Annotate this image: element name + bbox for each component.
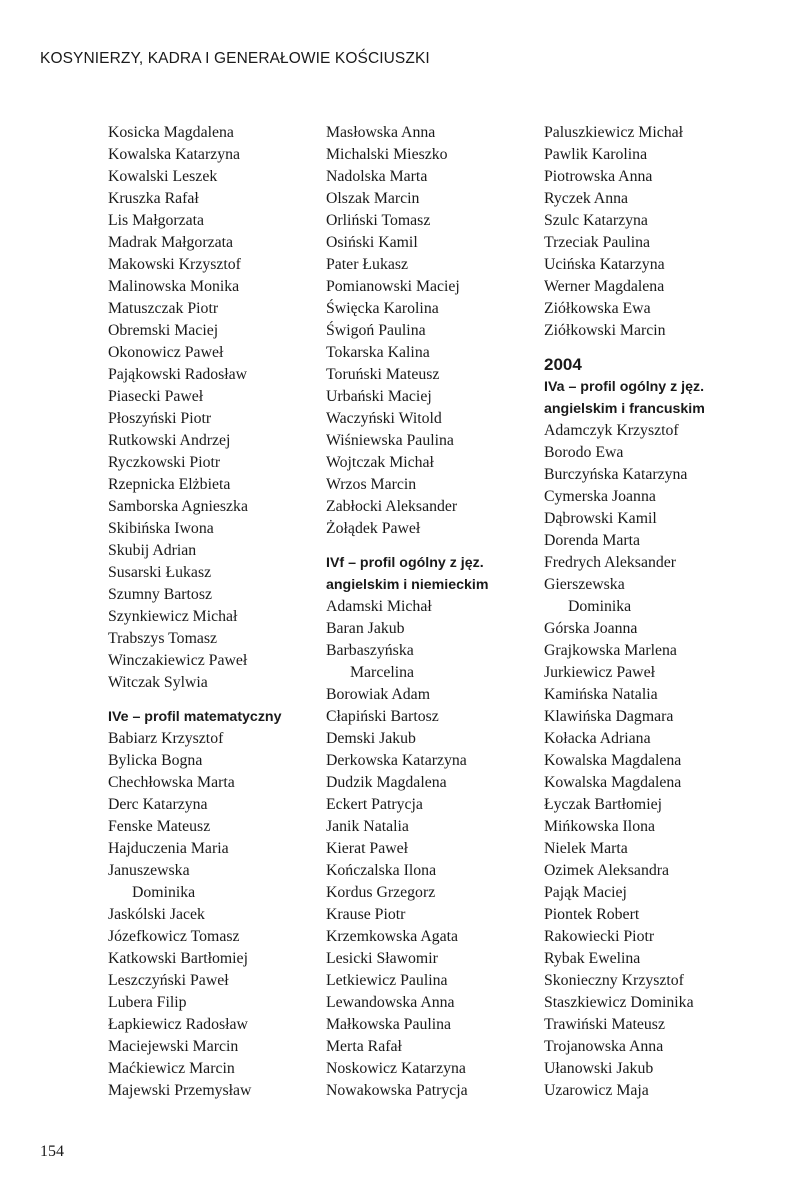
name-column-1 — [108, 122, 358, 1102]
student-name: Matuszczak Piotr — [108, 300, 219, 317]
student-name: Kowalska Magdalena — [544, 774, 682, 791]
student-name: Grajkowska Marlena — [544, 642, 677, 659]
class-heading: IVe – profil matematyczny — [108, 709, 282, 725]
student-name: Klawińska Dagmara — [544, 708, 674, 725]
student-name: Kamińska Natalia — [544, 686, 658, 703]
student-name: Wojtczak Michał — [326, 454, 434, 471]
student-name: Piotrowska Anna — [544, 168, 653, 185]
student-name: Świgoń Paulina — [326, 322, 426, 339]
student-name: Olszak Marcin — [326, 190, 420, 207]
student-name: Toruński Mateusz — [326, 366, 440, 383]
student-name: Janik Natalia — [326, 818, 409, 835]
student-name: Rzepnicka Elżbieta — [108, 476, 231, 493]
student-name: Ziółkowska Ewa — [544, 300, 651, 317]
running-header-title: KOSYNIERZY, KADRA I GENERAŁOWIE KOŚCIUSZKI — [40, 50, 430, 67]
year-heading: 2004 — [544, 355, 582, 374]
student-name: Fredrych Aleksander — [544, 554, 677, 571]
student-name: Trawiński Mateusz — [544, 1016, 665, 1033]
student-name: Wiśniewska Paulina — [326, 432, 454, 449]
student-name: Adamski Michał — [326, 598, 432, 615]
student-name: Obremski Maciej — [108, 322, 219, 339]
student-name: Józefkowicz Tomasz — [108, 928, 240, 945]
student-name: Ucińska Katarzyna — [544, 256, 665, 273]
student-name: Nadolska Marta — [326, 168, 428, 185]
student-name: Nielek Marta — [544, 840, 628, 857]
student-name: Ziółkowski Marcin — [544, 322, 666, 339]
student-name: Kołacka Adriana — [544, 730, 651, 747]
student-name: Rakowiecki Piotr — [544, 928, 655, 945]
student-name: Pater Łukasz — [326, 256, 409, 273]
student-name: Winczakiewicz Paweł — [108, 652, 248, 669]
student-name: Derc Katarzyna — [108, 796, 208, 813]
student-name: Makowski Krzysztof — [108, 256, 241, 273]
student-name: Szynkiewicz Michał — [108, 608, 238, 625]
name-column-2 — [326, 122, 576, 1102]
student-name: Krause Piotr — [326, 906, 406, 923]
student-name: Skonieczny Krzysztof — [544, 972, 684, 989]
student-name: Łyczak Bartłomiej — [544, 796, 662, 813]
student-name: Pawlik Karolina — [544, 146, 648, 163]
student-name: Skubij Adrian — [108, 542, 197, 559]
section-spacer — [326, 540, 576, 552]
student-name: Okonowicz Paweł — [108, 344, 224, 361]
student-name: Kordus Grzegorz — [326, 884, 436, 901]
student-name: Jaskólski Jacek — [108, 906, 205, 923]
student-name: Kruszka Rafał — [108, 190, 199, 207]
student-name: Majewski Przemysław — [108, 1082, 252, 1099]
student-name: Osiński Kamil — [326, 234, 418, 251]
student-name: Staszkiewicz Dominika — [544, 994, 694, 1011]
student-name: Trabszys Tomasz — [108, 630, 218, 647]
student-name: Burczyńska Katarzyna — [544, 466, 688, 483]
student-name: Małkowska Paulina — [326, 1016, 452, 1033]
name-continuation: Marcelina — [350, 664, 415, 681]
student-name: Kierat Paweł — [326, 840, 409, 857]
student-name: Ułanowski Jakub — [544, 1060, 654, 1077]
student-name: Leszczyński Paweł — [108, 972, 229, 989]
student-name: Uzarowicz Maja — [544, 1082, 649, 1099]
student-name: Mińkowska Ilona — [544, 818, 656, 835]
student-name: Hajduczenia Maria — [108, 840, 229, 857]
student-name: Adamczyk Krzysztof — [544, 422, 679, 439]
student-name: Ryczek Anna — [544, 190, 629, 207]
student-name: Noskowicz Katarzyna — [326, 1060, 466, 1077]
name-continuation: Dominika — [132, 884, 196, 901]
student-name: Barbaszyńska — [326, 642, 414, 659]
student-name: Chechłowska Marta — [108, 774, 235, 791]
student-name: Górska Joanna — [544, 620, 638, 637]
student-name: Trzeciak Paulina — [544, 234, 651, 251]
section-spacer — [544, 342, 794, 354]
student-name: Krzemkowska Agata — [326, 928, 459, 945]
student-name: Pająk Maciej — [544, 884, 627, 901]
student-name: Maciejewski Marcin — [108, 1038, 239, 1055]
student-name: Waczyński Witold — [326, 410, 442, 427]
student-name: Święcka Karolina — [326, 300, 439, 317]
student-name: Susarski Łukasz — [108, 564, 212, 581]
student-name: Michalski Mieszko — [326, 146, 448, 163]
student-name: Szulc Katarzyna — [544, 212, 648, 229]
student-name: Cłapiński Bartosz — [326, 708, 439, 725]
student-name: Kowalska Katarzyna — [108, 146, 241, 163]
student-name: Letkiewicz Paulina — [326, 972, 448, 989]
student-name: Kosicka Magdalena — [108, 124, 234, 141]
student-name: Jurkiewicz Paweł — [544, 664, 655, 681]
student-name: Samborska Agnieszka — [108, 498, 248, 515]
student-name: Demski Jakub — [326, 730, 416, 747]
student-name: Rutkowski Andrzej — [108, 432, 231, 449]
student-name: Eckert Patrycja — [326, 796, 423, 813]
student-name: Fenske Mateusz — [108, 818, 211, 835]
student-name: Merta Rafał — [326, 1038, 402, 1055]
student-name: Piontek Robert — [544, 906, 640, 923]
class-heading: angielskim i niemieckim — [326, 577, 489, 593]
student-name: Madrak Małgorzata — [108, 234, 234, 251]
student-name: Ryczkowski Piotr — [108, 454, 221, 471]
student-name: Baran Jakub — [326, 620, 405, 637]
student-name: Borowiak Adam — [326, 686, 430, 703]
student-name: Łapkiewicz Radosław — [108, 1016, 248, 1033]
student-name: Malinowska Monika — [108, 278, 240, 295]
class-heading: IVa – profil ogólny z jęz. — [544, 379, 705, 395]
student-name: Kończalska Ilona — [326, 862, 437, 879]
student-name: Tokarska Kalina — [326, 344, 430, 361]
student-name: Dąbrowski Kamil — [544, 510, 657, 527]
student-name: Werner Magdalena — [544, 278, 665, 295]
student-name: Lubera Filip — [108, 994, 187, 1011]
student-name: Gierszewska — [544, 576, 625, 593]
student-name: Skibińska Iwona — [108, 520, 214, 537]
student-name: Szumny Bartosz — [108, 586, 212, 603]
student-name: Ozimek Aleksandra — [544, 862, 670, 879]
student-name: Cymerska Joanna — [544, 488, 656, 505]
class-heading: IVf – profil ogólny z jęz. — [326, 555, 484, 571]
student-name: Masłowska Anna — [326, 124, 436, 141]
student-name: Urbański Maciej — [326, 388, 432, 405]
student-name: Derkowska Katarzyna — [326, 752, 467, 769]
student-name: Pomianowski Maciej — [326, 278, 460, 295]
student-name: Żołądek Paweł — [326, 520, 421, 537]
student-name: Orliński Tomasz — [326, 212, 431, 229]
student-name: Maćkiewicz Marcin — [108, 1060, 235, 1077]
student-name: Kowalska Magdalena — [544, 752, 682, 769]
student-name: Piasecki Paweł — [108, 388, 204, 405]
name-column-3 — [544, 122, 794, 1102]
student-name: Rybak Ewelina — [544, 950, 641, 967]
student-name: Bylicka Bogna — [108, 752, 203, 769]
student-name: Katkowski Bartłomiej — [108, 950, 248, 967]
student-name: Dorenda Marta — [544, 532, 641, 549]
student-name: Dudzik Magdalena — [326, 774, 447, 791]
student-name: Zabłocki Aleksander — [326, 498, 458, 515]
student-name: Pająkowski Radosław — [108, 366, 248, 383]
student-name: Witczak Sylwia — [108, 674, 208, 691]
student-name: Januszewska — [108, 862, 190, 879]
student-name: Borodo Ewa — [544, 444, 624, 461]
section-spacer — [108, 694, 358, 706]
student-name: Nowakowska Patrycja — [326, 1082, 468, 1099]
class-heading: angielskim i francuskim — [544, 401, 705, 417]
name-continuation: Dominika — [568, 598, 632, 615]
student-name: Płoszyński Piotr — [108, 410, 212, 427]
student-name: Lewandowska Anna — [326, 994, 455, 1011]
student-name: Paluszkiewicz Michał — [544, 124, 684, 141]
student-name: Wrzos Marcin — [326, 476, 417, 493]
student-name: Babiarz Krzysztof — [108, 730, 224, 747]
page-number: 154 — [40, 1143, 64, 1160]
student-name: Kowalski Leszek — [108, 168, 218, 185]
student-name: Lis Małgorzata — [108, 212, 205, 229]
student-name: Lesicki Sławomir — [326, 950, 438, 967]
student-name: Trojanowska Anna — [544, 1038, 664, 1055]
